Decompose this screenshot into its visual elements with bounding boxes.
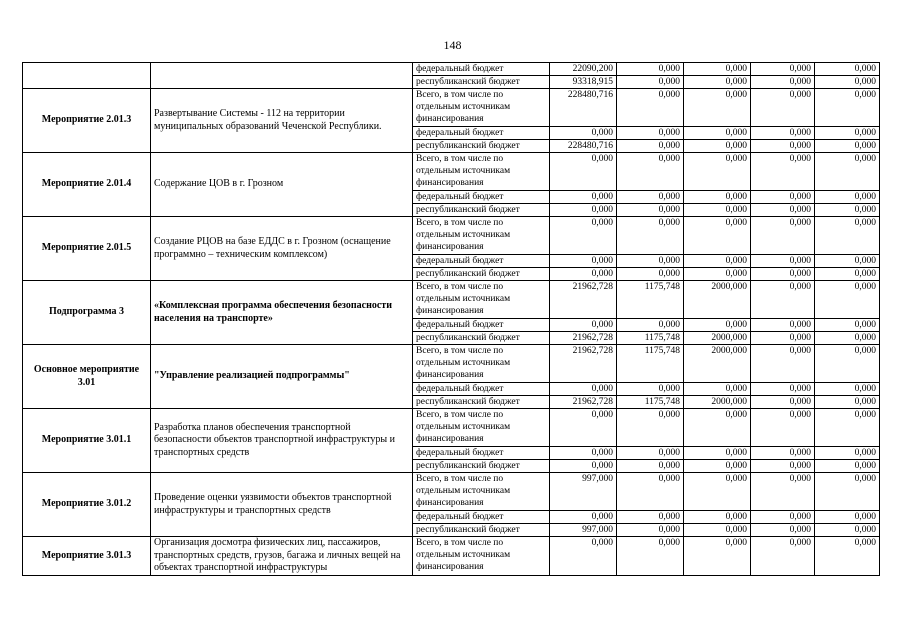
value-cell: 0,000: [684, 409, 751, 447]
row-label: Мероприятие 2.01.5: [23, 217, 151, 281]
source-cell: Всего, в том числе по отдельным источникам финансирования: [413, 409, 550, 447]
table-row: [23, 281, 880, 319]
value-cell: 0,000: [751, 140, 815, 153]
value-cell: 0,000: [751, 524, 815, 537]
source-cell: федеральный бюджет: [413, 255, 550, 268]
value-cell: 0,000: [815, 524, 880, 537]
value-cell: 0,000: [617, 153, 684, 191]
value-cell: 0,000: [815, 140, 880, 153]
value-cell: 0,000: [617, 524, 684, 537]
value-cell: 0,000: [617, 268, 684, 281]
value-cell: 1175,748: [617, 396, 684, 409]
source-cell: республиканский бюджет: [413, 332, 550, 345]
table-row: [23, 537, 880, 576]
source-cell: Всего, в том числе по отдельным источникам финансирования: [413, 473, 550, 511]
source-cell: Всего, в том числе по отдельным источникам финансирования: [413, 281, 550, 319]
row-description: Содержание ЦОВ в г. Грозном: [151, 153, 413, 217]
source-cell: федеральный бюджет: [413, 511, 550, 524]
value-cell: 0,000: [751, 396, 815, 409]
row-description: Организация досмотра физических лиц, пассажиров, транспортных средств, грузов, багажа и личных вещей на объектах транспортной инфраструктуры: [151, 537, 413, 576]
value-cell: 0,000: [684, 268, 751, 281]
value-cell: 0,000: [815, 383, 880, 396]
value-cell: 0,000: [684, 473, 751, 511]
value-cell: 0,000: [684, 383, 751, 396]
value-cell: 0,000: [815, 63, 880, 76]
value-cell: 0,000: [815, 409, 880, 447]
value-cell: 0,000: [684, 319, 751, 332]
value-cell: 0,000: [617, 76, 684, 89]
value-cell: 0,000: [815, 76, 880, 89]
value-cell: 0,000: [815, 332, 880, 345]
value-cell: 0,000: [617, 537, 684, 576]
value-cell: 997,000: [550, 473, 617, 511]
value-cell: 0,000: [751, 345, 815, 383]
value-cell: 0,000: [751, 281, 815, 319]
value-cell: 0,000: [550, 409, 617, 447]
value-cell: 0,000: [550, 217, 617, 255]
value-cell: 0,000: [684, 524, 751, 537]
value-cell: 0,000: [815, 460, 880, 473]
empty-cell: [151, 63, 413, 89]
source-cell: республиканский бюджет: [413, 268, 550, 281]
value-cell: 22090,200: [550, 63, 617, 76]
value-cell: 0,000: [617, 383, 684, 396]
source-cell: республиканский бюджет: [413, 140, 550, 153]
table-row: [23, 63, 880, 76]
value-cell: 0,000: [550, 191, 617, 204]
value-cell: 0,000: [815, 268, 880, 281]
value-cell: 0,000: [684, 460, 751, 473]
value-cell: 0,000: [751, 255, 815, 268]
value-cell: 0,000: [550, 255, 617, 268]
value-cell: 0,000: [751, 268, 815, 281]
value-cell: 0,000: [684, 191, 751, 204]
value-cell: 21962,728: [550, 281, 617, 319]
value-cell: 0,000: [617, 511, 684, 524]
value-cell: 0,000: [751, 383, 815, 396]
value-cell: 1175,748: [617, 345, 684, 383]
value-cell: 21962,728: [550, 332, 617, 345]
value-cell: 0,000: [751, 153, 815, 191]
value-cell: 0,000: [815, 396, 880, 409]
value-cell: 228480,716: [550, 89, 617, 127]
value-cell: 0,000: [751, 89, 815, 127]
value-cell: 0,000: [751, 473, 815, 511]
table-row: [23, 153, 880, 191]
value-cell: 0,000: [815, 153, 880, 191]
value-cell: 0,000: [550, 127, 617, 140]
value-cell: 0,000: [550, 447, 617, 460]
value-cell: 0,000: [684, 537, 751, 576]
value-cell: 0,000: [617, 217, 684, 255]
page-number: 148: [443, 38, 462, 52]
empty-cell: [23, 63, 151, 89]
source-cell: республиканский бюджет: [413, 204, 550, 217]
source-cell: федеральный бюджет: [413, 127, 550, 140]
value-cell: 0,000: [550, 511, 617, 524]
value-cell: 0,000: [751, 332, 815, 345]
value-cell: 0,000: [815, 537, 880, 576]
row-description: Развертывание Системы - 112 на территории муниципальных образований Чеченской Республики.: [151, 89, 413, 153]
source-cell: федеральный бюджет: [413, 383, 550, 396]
source-cell: Всего, в том числе по отдельным источникам финансирования: [413, 89, 550, 127]
value-cell: 0,000: [617, 255, 684, 268]
value-cell: 0,000: [684, 140, 751, 153]
value-cell: 0,000: [751, 63, 815, 76]
row-label: Мероприятие 2.01.3: [23, 89, 151, 153]
row-label: Подпрограмма 3: [23, 281, 151, 345]
value-cell: 0,000: [815, 319, 880, 332]
source-cell: Всего, в том числе по отдельным источникам финансирования: [413, 345, 550, 383]
value-cell: 0,000: [815, 89, 880, 127]
row-label: Мероприятие 2.01.4: [23, 153, 151, 217]
value-cell: 0,000: [684, 76, 751, 89]
value-cell: 0,000: [751, 191, 815, 204]
value-cell: 21962,728: [550, 345, 617, 383]
row-description: Проведение оценки уязвимости объектов транспортной инфраструктуры и транспортных средств: [151, 473, 413, 537]
source-cell: Всего, в том числе по отдельным источникам финансирования: [413, 153, 550, 191]
value-cell: 0,000: [684, 127, 751, 140]
value-cell: 0,000: [617, 191, 684, 204]
value-cell: 1175,748: [617, 332, 684, 345]
value-cell: 0,000: [684, 89, 751, 127]
value-cell: 0,000: [550, 383, 617, 396]
value-cell: 0,000: [617, 204, 684, 217]
row-description: «Комплексная программа обеспечения безопасности населения на транспорте»: [151, 281, 413, 345]
value-cell: 0,000: [617, 447, 684, 460]
value-cell: 0,000: [684, 153, 751, 191]
source-cell: республиканский бюджет: [413, 524, 550, 537]
value-cell: 0,000: [751, 447, 815, 460]
value-cell: 0,000: [684, 447, 751, 460]
table-row: [23, 217, 880, 255]
value-cell: 0,000: [751, 127, 815, 140]
row-label: Мероприятие 3.01.2: [23, 473, 151, 537]
value-cell: 0,000: [815, 473, 880, 511]
value-cell: 0,000: [550, 153, 617, 191]
value-cell: 0,000: [751, 319, 815, 332]
table-row: [23, 409, 880, 447]
row-label: Мероприятие 3.01.3: [23, 537, 151, 576]
budget-table: [22, 62, 880, 576]
value-cell: 0,000: [815, 447, 880, 460]
value-cell: 0,000: [815, 255, 880, 268]
value-cell: 0,000: [815, 281, 880, 319]
row-description: "Управление реализацией подпрограммы": [151, 345, 413, 409]
value-cell: 0,000: [684, 204, 751, 217]
value-cell: 0,000: [617, 460, 684, 473]
value-cell: 93318,915: [550, 76, 617, 89]
value-cell: 0,000: [751, 217, 815, 255]
value-cell: 0,000: [617, 89, 684, 127]
value-cell: 21962,728: [550, 396, 617, 409]
source-cell: федеральный бюджет: [413, 191, 550, 204]
value-cell: 0,000: [751, 537, 815, 576]
value-cell: 2000,000: [684, 396, 751, 409]
value-cell: 0,000: [684, 217, 751, 255]
source-cell: Всего, в том числе по отдельным источникам финансирования: [413, 217, 550, 255]
value-cell: 0,000: [751, 76, 815, 89]
value-cell: 0,000: [550, 537, 617, 576]
row-description: Создание РЦОВ на базе ЕДДС в г. Грозном (оснащение программно – техническим комплексом): [151, 217, 413, 281]
source-cell: федеральный бюджет: [413, 319, 550, 332]
value-cell: 0,000: [550, 268, 617, 281]
value-cell: 0,000: [751, 204, 815, 217]
value-cell: 0,000: [684, 63, 751, 76]
value-cell: 2000,000: [684, 332, 751, 345]
value-cell: 2000,000: [684, 281, 751, 319]
value-cell: 0,000: [617, 140, 684, 153]
table-row: [23, 473, 880, 511]
value-cell: 0,000: [617, 127, 684, 140]
source-cell: республиканский бюджет: [413, 76, 550, 89]
value-cell: 0,000: [550, 460, 617, 473]
source-cell: федеральный бюджет: [413, 63, 550, 76]
row-label: Основное мероприятие 3.01: [23, 345, 151, 409]
source-cell: республиканский бюджет: [413, 460, 550, 473]
value-cell: 0,000: [617, 473, 684, 511]
value-cell: 228480,716: [550, 140, 617, 153]
source-cell: Всего, в том числе по отдельным источникам финансирования: [413, 537, 550, 576]
value-cell: 0,000: [815, 127, 880, 140]
value-cell: 2000,000: [684, 345, 751, 383]
row-label: Мероприятие 3.01.1: [23, 409, 151, 473]
value-cell: 997,000: [550, 524, 617, 537]
value-cell: 0,000: [684, 255, 751, 268]
value-cell: 0,000: [751, 511, 815, 524]
value-cell: 0,000: [550, 319, 617, 332]
source-cell: республиканский бюджет: [413, 396, 550, 409]
value-cell: 0,000: [815, 511, 880, 524]
table-row: [23, 89, 880, 127]
value-cell: 0,000: [550, 204, 617, 217]
value-cell: 0,000: [815, 345, 880, 383]
value-cell: 0,000: [815, 217, 880, 255]
value-cell: 0,000: [617, 319, 684, 332]
row-description: Разработка планов обеспечения транспортной безопасности объектов транспортной инфраструктуры и транспортных средств: [151, 409, 413, 473]
value-cell: 0,000: [751, 460, 815, 473]
value-cell: 0,000: [617, 409, 684, 447]
value-cell: 0,000: [815, 191, 880, 204]
value-cell: 1175,748: [617, 281, 684, 319]
value-cell: 0,000: [815, 204, 880, 217]
value-cell: 0,000: [751, 409, 815, 447]
table-row: [23, 345, 880, 383]
value-cell: 0,000: [684, 511, 751, 524]
source-cell: федеральный бюджет: [413, 447, 550, 460]
value-cell: 0,000: [617, 63, 684, 76]
